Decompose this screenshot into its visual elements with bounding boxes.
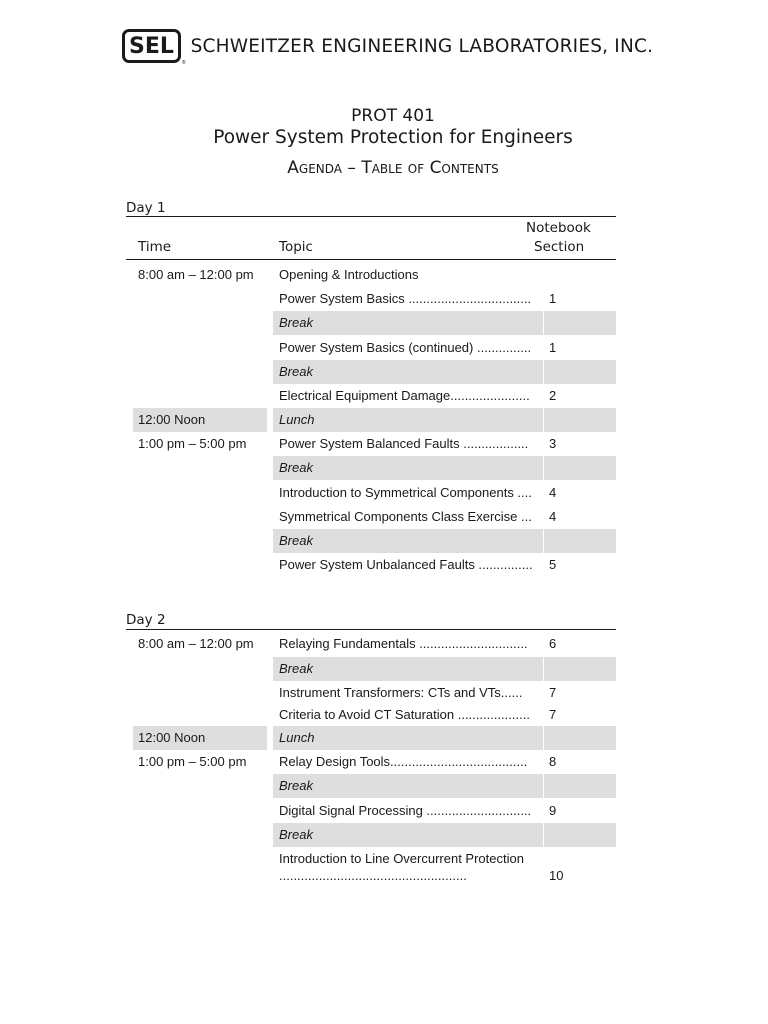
section-cell (544, 263, 616, 287)
day-1-rule (126, 216, 616, 217)
course-code: PROT 401 (351, 106, 435, 126)
time-cell (133, 703, 267, 725)
table-row (133, 657, 616, 681)
section-cell: 2 (549, 388, 557, 403)
day-1-label: Day 1 (126, 200, 166, 216)
topic-cell: Lunch (273, 726, 543, 750)
column-section-line2: Section (534, 239, 585, 255)
table-row (133, 360, 616, 384)
section-cell (544, 408, 616, 432)
section-cell: 7 (549, 707, 557, 722)
time-cell (133, 848, 267, 886)
section-cell: 10 (549, 868, 564, 883)
section-cell (544, 726, 616, 750)
section-cell: 3 (549, 436, 557, 451)
column-section-line1: Notebook (526, 220, 591, 236)
section-cell (544, 774, 616, 798)
topic-cell: Break (273, 823, 543, 847)
time-cell (133, 384, 267, 408)
table-row (133, 432, 616, 456)
section-cell: 1 (549, 291, 557, 306)
topic-cell: Break (273, 774, 543, 798)
topic-cell: Introduction to Line Overcurrent Protection .................................................... (279, 851, 524, 883)
table-row (133, 481, 616, 505)
time-cell (133, 481, 267, 505)
topic-cell: Digital Signal Processing ............................. (279, 803, 532, 818)
time-cell: 1:00 pm – 5:00 pm (138, 754, 247, 769)
topic-cell: Break (273, 360, 543, 384)
time-cell (133, 529, 267, 553)
time-cell: 12:00 Noon (133, 726, 267, 750)
company-header (122, 28, 653, 64)
topic-cell: Electrical Equipment Damage...................... (279, 388, 530, 403)
section-cell (544, 311, 616, 335)
time-cell (133, 657, 267, 681)
company-name: SCHWEITZER ENGINEERING LABORATORIES, INC. (190, 35, 654, 57)
time-cell: 8:00 am – 12:00 pm (138, 636, 254, 651)
table-row (133, 408, 616, 432)
topic-cell: Instrument Transformers: CTs and VTs...... (279, 685, 523, 700)
table-row (133, 774, 616, 798)
registered-mark: ® (181, 60, 186, 66)
table-row (133, 336, 616, 360)
section-cell: 9 (549, 803, 557, 818)
agenda-heading: Agenda – Table of Contents (287, 158, 499, 178)
table-row (133, 456, 616, 480)
section-cell (544, 360, 616, 384)
section-cell: 6 (549, 636, 557, 651)
table-row (133, 384, 616, 408)
topic-cell: Break (273, 657, 543, 681)
time-cell (133, 336, 267, 360)
topic-cell: Power System Unbalanced Faults ............... (279, 557, 533, 572)
table-row (133, 505, 616, 529)
table-row (133, 263, 616, 287)
table-row (133, 287, 616, 311)
section-cell (544, 657, 616, 681)
table-row (133, 311, 616, 335)
day-2-rule (126, 629, 616, 630)
topic-cell: Introduction to Symmetrical Components .... (279, 485, 532, 500)
table-row (133, 632, 616, 656)
time-cell (133, 456, 267, 480)
section-cell: 5 (549, 557, 557, 572)
time-cell (133, 823, 267, 847)
table-row (133, 848, 616, 886)
section-cell: 7 (549, 685, 557, 700)
table-row (133, 529, 616, 553)
column-time: Time (138, 239, 172, 255)
time-cell: 8:00 am – 12:00 pm (138, 267, 254, 282)
time-cell: 1:00 pm – 5:00 pm (138, 436, 247, 451)
time-cell (133, 799, 267, 823)
section-cell: 8 (549, 754, 557, 769)
topic-cell: Break (273, 311, 543, 335)
column-header-rule (126, 259, 616, 260)
section-cell (544, 456, 616, 480)
topic-cell: Power System Basics .................................. (279, 291, 532, 306)
section-cell: 4 (549, 485, 557, 500)
topic-cell: Power System Balanced Faults .................. (279, 436, 529, 451)
topic-cell: Symmetrical Components Class Exercise ... (279, 509, 532, 524)
section-cell (544, 823, 616, 847)
table-row (133, 823, 616, 847)
topic-cell: Criteria to Avoid CT Saturation .................... (279, 707, 530, 722)
topic-cell: Break (273, 529, 543, 553)
section-cell: 4 (549, 509, 557, 524)
time-cell (133, 553, 267, 577)
topic-cell: Relaying Fundamentals .............................. (279, 636, 528, 651)
column-topic: Topic (279, 239, 313, 255)
table-row (133, 799, 616, 823)
topic-cell: Lunch (273, 408, 543, 432)
topic-cell: Opening & Introductions (279, 267, 419, 282)
table-row (133, 681, 616, 703)
table-row (133, 703, 616, 725)
time-cell (133, 681, 267, 703)
table-row (133, 750, 616, 774)
time-cell (133, 287, 267, 311)
time-cell (133, 505, 267, 529)
sel-logo (122, 29, 181, 63)
logo-text: SEL (129, 33, 174, 59)
table-row (133, 726, 616, 750)
topic-cell: Break (273, 456, 543, 480)
day-2-label: Day 2 (126, 612, 166, 628)
time-cell: 12:00 Noon (133, 408, 267, 432)
course-title: Power System Protection for Engineers (213, 127, 573, 148)
section-cell: 1 (549, 340, 557, 355)
time-cell (133, 360, 267, 384)
section-cell (544, 529, 616, 553)
topic-cell: Relay Design Tools...................................... (279, 754, 528, 769)
time-cell (133, 311, 267, 335)
time-cell (133, 774, 267, 798)
table-row (133, 553, 616, 577)
topic-cell: Power System Basics (continued) ............... (279, 340, 532, 355)
